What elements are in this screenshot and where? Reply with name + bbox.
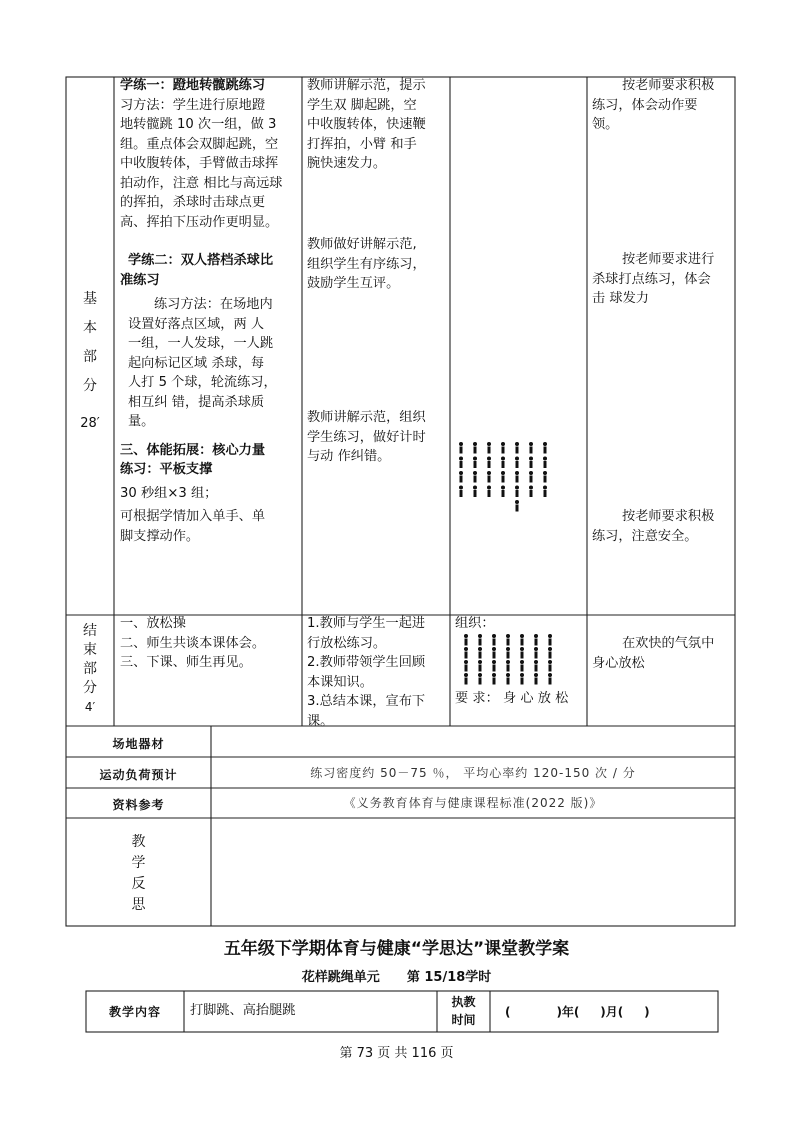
student-figure-icon xyxy=(529,471,533,483)
student-figure-icon xyxy=(515,471,519,483)
drill2-line: 相互纠 错，提高杀球质 xyxy=(128,394,265,410)
student-figure-icon xyxy=(487,457,491,469)
end-content: 一、放松操 二、师生共谈本课体会。 三、下课、师生再见。 xyxy=(120,616,266,670)
ref-label: 资料参考 xyxy=(112,798,165,812)
load-label: 运动负荷预计 xyxy=(99,768,178,782)
student-figure-icon xyxy=(473,486,477,498)
student-figure-icon xyxy=(459,471,463,483)
formation-figures-end xyxy=(460,634,560,688)
end-teacher: 1.教师与学生一起进 行放松练习。 2.教师带领学生回顾 本课知识。 3.总结本课，宣布下 课。 xyxy=(307,616,426,729)
student-figure-icon xyxy=(515,486,519,498)
student-figure-icon xyxy=(506,647,510,659)
student-figure-icon xyxy=(464,647,468,659)
drill3-note: 脚支撑动作。 xyxy=(120,528,200,544)
student-figure-icon xyxy=(529,442,533,454)
student-figure-icon xyxy=(548,647,552,659)
basic-teacher-2: 教师做好讲解示范, 组织学生有序练习， 鼓励学生互评。 xyxy=(307,237,426,291)
end-student: 在欢快的气氛中 身心放松 xyxy=(592,636,715,671)
basic-content xyxy=(120,76,300,546)
student-figure-icon xyxy=(487,471,491,483)
student-figure-icon xyxy=(515,442,519,454)
student-figure-icon xyxy=(548,634,552,646)
drill3-note: 可根据学情加入单手、单 xyxy=(120,509,266,524)
student-figure-icon xyxy=(473,457,477,469)
drill1-line: 的挥拍，杀球时击球点更 xyxy=(120,195,266,210)
drill3-title: 三、体能拓展：核心力量 xyxy=(120,442,266,458)
content-label: 教学内容 xyxy=(108,1005,161,1019)
content-value: 打脚跳、高抬腿跳 xyxy=(190,1003,296,1018)
basic-section-duration: 28′ xyxy=(80,416,100,431)
student-figure-icon xyxy=(534,660,538,672)
ref-value: 《义务教育体育与健康课程标准(2022 版)》 xyxy=(343,796,603,810)
student-figure-icon xyxy=(478,660,482,672)
end-requirement: 要 求： 身 心 放 松 xyxy=(455,691,569,706)
student-figure-icon xyxy=(506,634,510,646)
student-figure-icon xyxy=(473,471,477,483)
basic-section-label: 基 本 部 分 xyxy=(83,291,97,394)
next-plan-title: 五年级下学期体育与健康“学思达”课堂教学案 xyxy=(223,939,570,959)
drill1-line: 组。重点体会双脚起跳，空 xyxy=(120,136,279,152)
drill1-line: 高、挥拍下压动作更明显。 xyxy=(120,214,279,230)
formation-figures-basic xyxy=(455,442,565,514)
student-figure-icon xyxy=(548,660,552,672)
student-figure-icon xyxy=(520,634,524,646)
student-figure-icon xyxy=(459,486,463,498)
student-figure-icon xyxy=(473,442,477,454)
exec-time-value[interactable]: ( )年( )月( ) xyxy=(505,1005,650,1019)
student-figure-icon xyxy=(515,457,519,469)
student-figure-icon xyxy=(478,673,482,685)
drill1-line: 拍动作，注意 相比与高远球 xyxy=(120,175,283,191)
student-figure-icon xyxy=(520,673,524,685)
student-figure-icon xyxy=(478,634,482,646)
student-figure-icon xyxy=(459,457,463,469)
drill3-title: 练习：平板支撑 xyxy=(120,462,213,477)
drill2-line: 一组，一人发球，一人跳 xyxy=(128,336,274,351)
drill2-line: 设置好落点区域，两 人 xyxy=(128,316,265,332)
student-figure-icon xyxy=(543,486,547,498)
basic-student-2: 按老师要求进行 杀球打点练习，体会 击 球发力 xyxy=(592,252,715,306)
student-figure-icon xyxy=(543,457,547,469)
student-figure-icon xyxy=(515,500,519,512)
student-figure-icon xyxy=(520,660,524,672)
student-figure-icon xyxy=(501,442,505,454)
student-figure-icon xyxy=(506,673,510,685)
student-figure-icon xyxy=(501,486,505,498)
basic-teacher-3: 教师讲解示范，组织 学生练习，做好计时 与动 作纠错。 xyxy=(307,410,426,464)
end-section-label: 结 束 部 分 4′ xyxy=(72,622,108,717)
student-figure-icon xyxy=(501,471,505,483)
student-figure-icon xyxy=(534,647,538,659)
drill1-line: 地转髋跳 10 次一组，做 3 xyxy=(120,117,277,132)
drill2-line: 量。 xyxy=(128,414,155,429)
end-organization-label: 组织： xyxy=(455,616,495,631)
drill2-line: 练习方法：在场地内 xyxy=(154,297,273,312)
student-figure-icon xyxy=(487,442,491,454)
drill3-line: 30 秒组×3 组； xyxy=(120,485,218,501)
next-plan-subtitle: 花样跳绳单元 第 15/18学时 xyxy=(301,970,492,985)
student-figure-icon xyxy=(548,673,552,685)
student-figure-icon xyxy=(492,647,496,659)
drill1-line: 习方法：学生进行原地蹬 xyxy=(120,97,266,113)
drill2-title: 准练习 xyxy=(120,272,160,288)
venue-label: 场地器材 xyxy=(112,737,165,751)
load-value: 练习密度约 50－75 ％， 平均心率约 120-150 次 / 分 xyxy=(310,766,636,780)
reflection-label: 教 学 反 思 xyxy=(131,834,146,913)
student-figure-icon xyxy=(487,486,491,498)
end-section-duration: 4′ xyxy=(84,700,96,714)
student-figure-icon xyxy=(464,634,468,646)
student-figure-icon xyxy=(506,660,510,672)
basic-teacher-1: 教师讲解示范，提示 学生双 脚起跳，空 中收腹转体，快速鞭 打挥拍，小臂 和手 腕快速发力。 xyxy=(307,78,426,171)
student-figure-icon xyxy=(464,660,468,672)
drill2-line: 人打 5 个球，轮流练习， xyxy=(128,375,277,390)
student-figure-icon xyxy=(492,673,496,685)
basic-student-1: 按老师要求积极 练习，体会动作要 领。 xyxy=(592,78,715,132)
student-figure-icon xyxy=(464,673,468,685)
basic-student-3: 按老师要求积极 练习，注意安全。 xyxy=(592,509,715,544)
drill2-title: 学练二：双人搭档杀球比 xyxy=(128,253,274,268)
student-figure-icon xyxy=(534,673,538,685)
student-figure-icon xyxy=(529,486,533,498)
student-figure-icon xyxy=(492,634,496,646)
student-figure-icon xyxy=(534,634,538,646)
exec-time-label: 执教 时间 xyxy=(451,995,476,1027)
drill2-line: 起向标记区域 杀球，每 xyxy=(128,355,265,371)
student-figure-icon xyxy=(501,457,505,469)
student-figure-icon xyxy=(543,471,547,483)
student-figure-icon xyxy=(492,660,496,672)
drill1-title: 学练一：蹬地转髋跳练习 xyxy=(120,78,266,93)
student-figure-icon xyxy=(478,647,482,659)
student-figure-icon xyxy=(520,647,524,659)
student-figure-icon xyxy=(459,442,463,454)
page-number: 第 73 页 共 116 页 xyxy=(339,1046,454,1061)
student-figure-icon xyxy=(529,457,533,469)
student-figure-icon xyxy=(543,442,547,454)
drill1-line: 中收腹转体，手臂做击球挥 xyxy=(120,156,279,171)
